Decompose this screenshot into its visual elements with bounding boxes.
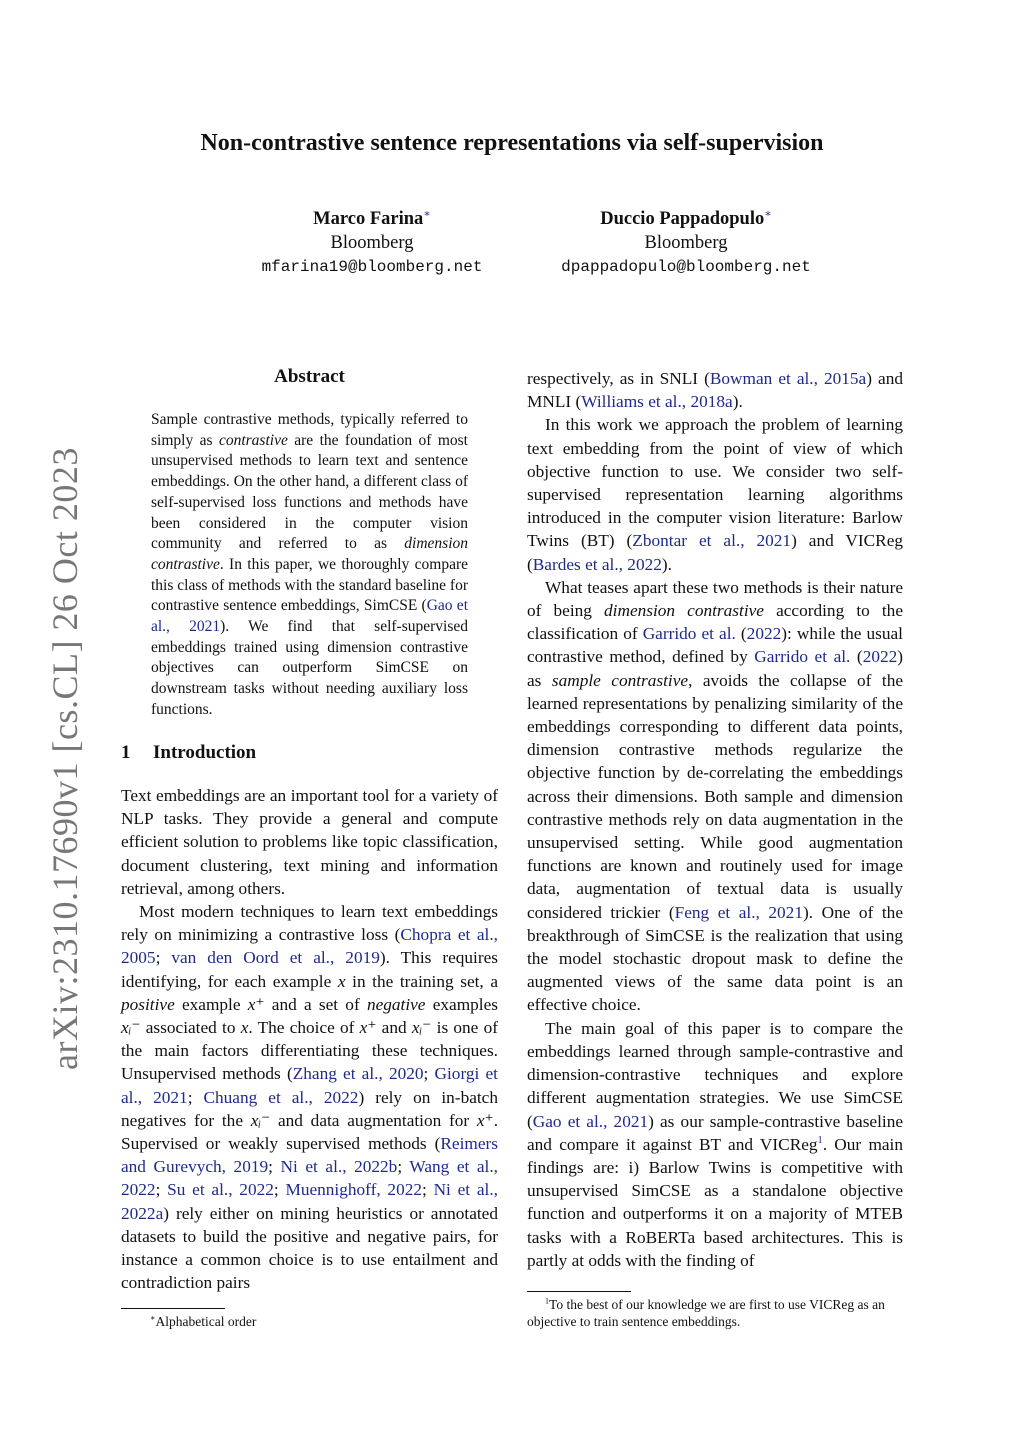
author-name: Marco Farina	[313, 209, 424, 229]
section-title: Introduction	[153, 742, 257, 763]
footnote-rule	[527, 1291, 631, 1292]
citation-link[interactable]: Ni et al., 2022b	[280, 1157, 398, 1177]
paper-title: Non-contrastive sentence representations via self-supervision	[200, 130, 824, 156]
citation-link[interactable]: Feng et al., 2021	[674, 902, 803, 922]
citation-link[interactable]: 2022	[746, 624, 782, 644]
intro-paragraph-1: Text embeddings are an important tool for a variety of NLP tasks. They provide a general and compute efficient solution to problems like topic classification, document clustering, text mining and information retrieval, among others.	[121, 786, 498, 898]
math-x-plus: x⁺	[359, 1018, 377, 1038]
author-affiliation: Bloomberg	[330, 233, 414, 253]
citation-link[interactable]: 2022	[862, 647, 898, 667]
math-x-plus: x⁺	[476, 1110, 494, 1130]
math-xi-minus: xᵢ⁻	[121, 1018, 141, 1038]
math-xi-minus: xᵢ⁻	[411, 1018, 432, 1038]
math-xi-minus: xᵢ⁻	[250, 1110, 271, 1130]
body-paragraph: In this work we approach the problem of learning text embedding from the point of view of which objective function to use. We consider two self-supervised representation learning algorithms introduced in the computer vision literature: Barlow Twins (BT) (Zbontar et al., 2021) and VICReg (Bardes et al., 2022).	[527, 415, 904, 574]
citation-link[interactable]: Gao et al., 2021	[151, 597, 468, 636]
citation-link[interactable]: Garrido et al.	[754, 647, 851, 667]
math-x-plus: x⁺	[247, 994, 265, 1014]
right-column-body	[527, 367, 903, 1272]
abstract-body: Sample contrastive methods, typically referred to simply as contrastive are the foundation of most unsupervised methods to learn text and sentence embeddings. On the other hand, a different class of self-supervised loss functions and methods have been considered in the computer vision community and referred to as dimension contrastive. In this paper, we thoroughly compare this class of methods with the standard baseline for contrastive sentence embeddings, SimCSE (Gao et al., 2021). We find that self-supervised embeddings trained using dimension contrastive objectives can outperform SimCSE on downstream tasks without needing auxiliary loss functions.	[151, 411, 468, 718]
author-mark: ∗	[423, 207, 431, 220]
citation-link[interactable]: Bardes et al., 2022	[532, 554, 662, 574]
intro-paragraph-2: Most modern techniques to learn text embeddings rely on minimizing a contrastive loss (Chopra et al., 2005; van den Oord et al., 2019). This requires identifying, for each example x in the training set, a positive example x⁺ and a set of negative examples xᵢ⁻ associated to x. The choice of x⁺ and xᵢ⁻ is one of the main factors differentiating these techniques. Unsupervised methods (Zhang et al., 2020; Giorgi et al., 2021; Chuang et al., 2022) rely on in-batch negatives for the xᵢ⁻ and data augmentation for x⁺. Supervised or weakly supervised methods (Reimers and Gurevych, 2019; Ni et al., 2022b; Wang et al., 2022; Su et al., 2022; Muennighoff, 2022; Ni et al., 2022a) rely either on mining heuristics or annotated datasets to build the positive and negative pairs, for instance a common choice is to use entailment and contradiction pairs	[121, 902, 499, 1293]
author-block-2	[536, 207, 836, 279]
body-paragraph: What teases apart these two methods is their nature of being dimension contrastive according to the classification of Garrido et al. (2022): while the usual contrastive method, defined by Garrido et al. (2022) as sample contrastive, avoids the collapse of the learned representations by penalizing similarity of the embeddings corresponding to different data points, dimension contrastive methods regularize the objective function by de-correlating the embeddings across their dimensions. Both sample and dimension contrastive methods rely on data augmentation in the unsupervised setting. While good augmentation functions are known and routinely used for image data, augmentation of textual data is usually considered trickier (Feng et al., 2021). One of the breakthrough of SimCSE is the realization that using the model stochastic dropout mask to define the augmented views of the same data point is an effective choice.	[527, 577, 904, 1015]
citation-link[interactable]: Zbontar et al., 2021	[632, 531, 792, 551]
left-column-body	[121, 784, 498, 1294]
body-paragraph: The main goal of this paper is to compare the embeddings learned through sample-contrastive and dimension-contrastive techniques and explore different augmentation strategies. We use SimCSE (Gao et al., 2021) as our sample-contrastive baseline and compare it against BT and VICReg$^1$. Our main findings are: i) Barlow Twins is competitive with unsupervised SimCSE as a standalone objective function and outperforms it on a majority of MTEB tasks with a RoBERTa based architectures. This is partly at odds with the finding of	[527, 1018, 904, 1270]
citation-link[interactable]: van den Oord et al., 2019	[171, 948, 380, 968]
citation-link[interactable]: Chuang et al., 2022	[203, 1087, 359, 1107]
citation-link[interactable]: Bowman et al., 2015a	[709, 369, 867, 388]
citation-link[interactable]: Muennighoff, 2022	[285, 1180, 422, 1200]
footnote-marker[interactable]: 1	[817, 1134, 823, 1146]
citation-link[interactable]: Williams et al., 2018a	[581, 392, 733, 412]
author-name: Duccio Pappadopulo	[600, 209, 765, 229]
author-email: mfarina19@bloomberg.net	[261, 258, 483, 276]
citation-link[interactable]: Garrido et al.	[642, 624, 736, 644]
author-affiliation: Bloomberg	[644, 233, 728, 253]
citation-link[interactable]: Giorgi et al., 2021	[121, 1064, 498, 1107]
citation-link[interactable]: Ni et al., 2022a	[121, 1180, 498, 1223]
math-x: x	[240, 1018, 249, 1038]
author-email: dpappadopulo@bloomberg.net	[561, 258, 811, 276]
citation-link[interactable]: Wang et al., 2022	[121, 1157, 499, 1200]
section-heading-introduction	[121, 742, 256, 764]
footnote-rule	[121, 1308, 225, 1309]
citation-link[interactable]: Reimers and Gurevych, 2019	[121, 1134, 498, 1177]
math-x: x	[337, 971, 346, 991]
arxiv-side-stamp: arXiv:2310.17690v1 [cs.CL] 26 Oct 2023	[45, 447, 85, 1070]
author-block-1	[222, 207, 522, 279]
citation-link[interactable]: Su et al., 2022	[167, 1180, 274, 1200]
body-paragraph-continued: respectively, as in SNLI (Bowman et al., 2015a) and MNLI (Williams et al., 2018a).	[527, 369, 903, 412]
citation-link[interactable]: Chopra et al., 2005	[121, 925, 498, 968]
section-number: 1	[121, 742, 131, 763]
citation-link[interactable]: Gao et al., 2021	[532, 1111, 649, 1131]
author-mark: ∗	[764, 207, 772, 220]
abstract-heading: Abstract	[274, 366, 345, 387]
footnote-left: ∗Alphabetical order	[150, 1313, 257, 1329]
citation-link[interactable]: Zhang et al., 2020	[292, 1064, 424, 1084]
footnote-right: $^1$To the best of our knowledge we are first to use VICReg as an objective to train sentence embeddings.	[527, 1296, 885, 1329]
